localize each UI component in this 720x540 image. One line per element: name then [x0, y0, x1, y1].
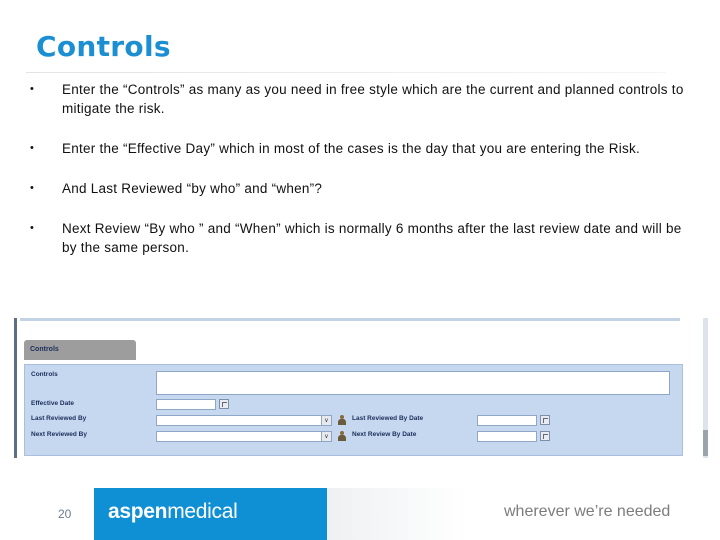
- tagline: wherever we’re needed: [504, 503, 671, 520]
- next-review-by-date-input[interactable]: [477, 431, 537, 442]
- next-review-by-date-label: Next Review By Date: [352, 431, 417, 438]
- aspen-medical-logo: [108, 500, 237, 524]
- last-reviewed-by-label: Last Reviewed By: [31, 415, 87, 422]
- effective-date-label: Effective Date: [31, 400, 74, 407]
- bullet-text: Next Review “By who ” and “When” which is normally 6 months after the last review date and will be by the same person.: [62, 221, 682, 255]
- calendar-icon[interactable]: [540, 415, 550, 425]
- bullet-list: [30, 80, 690, 257]
- bullet-item: [30, 219, 690, 257]
- scrollbar-thumb[interactable]: [703, 430, 708, 456]
- last-reviewed-by-select[interactable]: [156, 415, 332, 426]
- slide-title: Controls: [36, 30, 171, 63]
- page-number: 20: [58, 507, 72, 521]
- controls-form-panel: [24, 364, 683, 456]
- bullet-text: And Last Reviewed “by who” and “when”?: [62, 181, 323, 196]
- chevron-down-icon[interactable]: ∨: [321, 416, 331, 425]
- logo-prefix: aspen: [108, 500, 168, 523]
- person-lookup-icon[interactable]: [338, 415, 346, 425]
- calendar-icon[interactable]: [540, 431, 550, 441]
- bullet-text: Enter the “Controls” as many as you need in free style which are the current and planned controls to mitigate the risk.: [62, 82, 684, 116]
- bullet-text: Enter the “Effective Day” which in most of the cases is the day that you are entering the Risk.: [62, 141, 641, 156]
- last-reviewed-by-date-input[interactable]: [477, 415, 537, 426]
- bullet-item: [30, 139, 690, 158]
- calendar-icon[interactable]: [219, 399, 229, 409]
- last-reviewed-by-date-label: Last Reviewed By Date: [352, 415, 424, 422]
- tab-controls[interactable]: Controls: [24, 340, 136, 360]
- form-screenshot: [14, 318, 708, 460]
- controls-label: Controls: [31, 371, 58, 378]
- bullet-item: [30, 80, 690, 118]
- screenshot-left-border: [14, 318, 17, 458]
- bullet-item: [30, 179, 690, 198]
- bullet-dot: •: [30, 182, 35, 194]
- bullet-dot: •: [30, 222, 35, 234]
- bullet-dot: •: [30, 142, 35, 154]
- effective-date-input[interactable]: [156, 399, 216, 410]
- next-reviewed-by-label: Next Reviewed By: [31, 431, 87, 438]
- next-reviewed-by-select[interactable]: [156, 431, 332, 442]
- bullet-dot: •: [30, 83, 35, 95]
- controls-textarea[interactable]: [156, 371, 670, 395]
- footer-gradient: [327, 488, 467, 540]
- person-lookup-icon[interactable]: [338, 431, 346, 441]
- title-divider: [26, 72, 666, 73]
- screenshot-top-border: [20, 318, 680, 321]
- logo-suffix: medical: [167, 500, 238, 523]
- chevron-down-icon[interactable]: ∨: [321, 432, 331, 441]
